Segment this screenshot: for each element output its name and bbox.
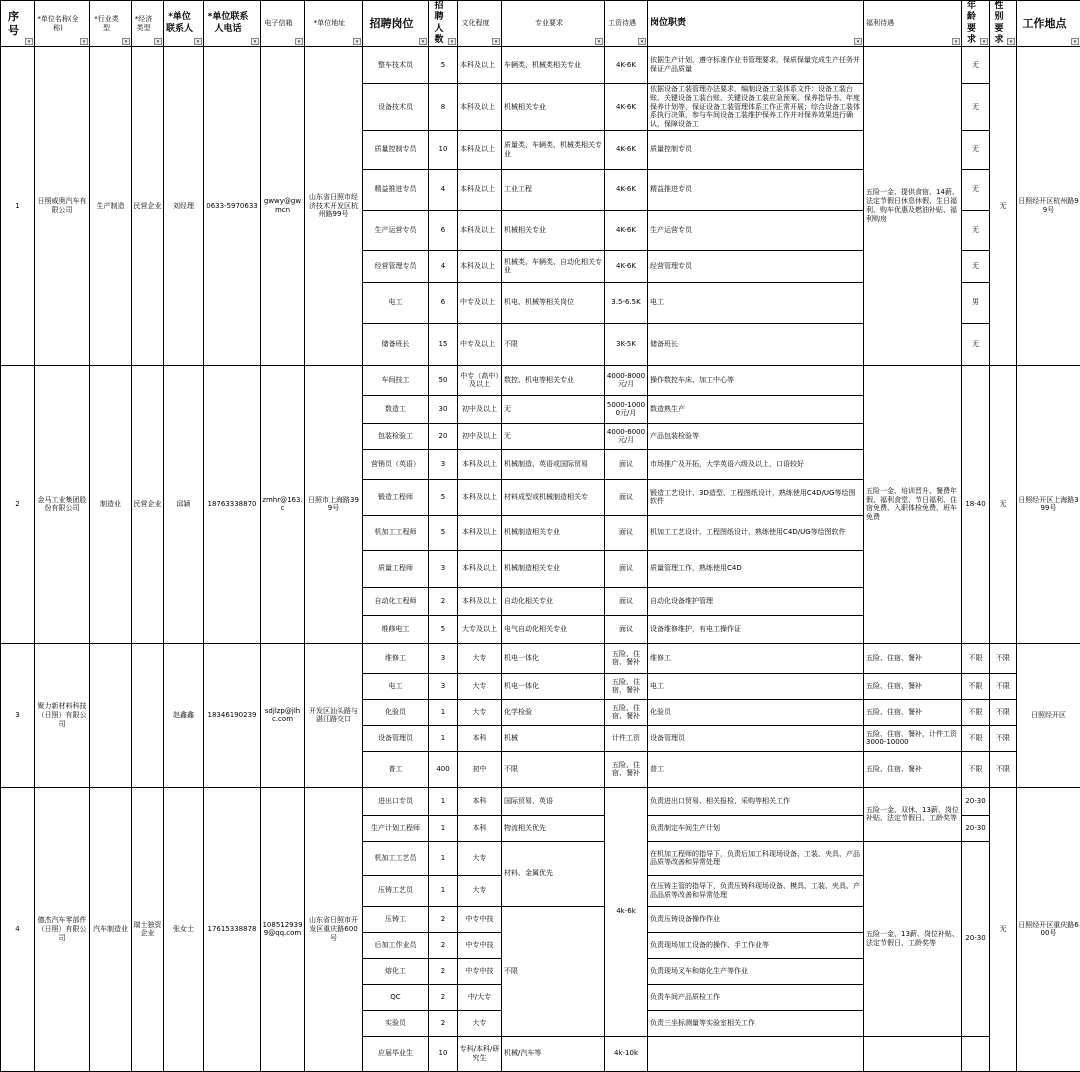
filter-dropdown-icon: ▾ — [1071, 38, 1079, 45]
cell-address: 山东省日照市经济技术开发区杭州路99号 — [305, 47, 363, 366]
cell-duty: 依据生产计划，遵守标准作业书管理要求，保质保量完成生产任务并保证产品质量 — [648, 47, 864, 84]
cell-welfare: 五险、住宿、餐补 — [864, 699, 962, 725]
cell-phone: 17615338878 — [204, 787, 261, 1071]
cell-position: 营销员（英语） — [363, 449, 429, 479]
filter-dropdown-icon: ▾ — [1007, 38, 1015, 45]
cell-salary: 五险、住宿、餐补 — [605, 699, 648, 725]
cell-age: 无 — [962, 323, 990, 365]
cell-education: 本科及以上 — [458, 250, 502, 282]
cell-major: 质量类、车辆类、机械类相关专业 — [502, 130, 605, 169]
filter-dropdown-icon: ▾ — [154, 38, 162, 45]
cell-gender: 无 — [990, 365, 1017, 643]
cell-duty: 负责制定车间生产计划 — [648, 815, 864, 841]
table-row — [1, 643, 1080, 673]
filter-dropdown-icon: ▾ — [595, 38, 603, 45]
cell-position: 数造工 — [363, 395, 429, 423]
cell-salary: 五险、住宿、餐补 — [605, 751, 648, 787]
cell-major: 物流相关优先 — [502, 815, 605, 841]
cell-age: 无 — [962, 250, 990, 282]
cell-industry: 汽车制造业 — [90, 787, 132, 1071]
cell-salary: 5000-10000元/月 — [605, 395, 648, 423]
cell-count: 1 — [429, 787, 458, 815]
cell-education: 本科及以上 — [458, 449, 502, 479]
filter-dropdown-icon: ▾ — [353, 38, 361, 45]
col-position[interactable]: 招聘岗位 ▾ — [363, 1, 429, 47]
cell-salary: 4000-6000元/月 — [605, 423, 648, 449]
cell-contact: 邱颖 — [164, 365, 204, 643]
cell-salary: 面议 — [605, 515, 648, 550]
cell-count: 1 — [429, 725, 458, 751]
table-row — [1, 365, 1080, 395]
cell-gender: 无 — [990, 787, 1017, 1071]
cell-salary: 4000-8000元/月 — [605, 365, 648, 395]
cell-education: 本科 — [458, 815, 502, 841]
cell-count: 3 — [429, 643, 458, 673]
col-age[interactable]: 年龄要求 ▾ — [962, 1, 990, 47]
cell-age: 无 — [962, 210, 990, 250]
cell-duty: 储备班长 — [648, 323, 864, 365]
cell-count: 2 — [429, 932, 458, 958]
cell-position: 设备管理员 — [363, 725, 429, 751]
cell-duty — [648, 1036, 864, 1071]
cell-count: 20 — [429, 423, 458, 449]
cell-duty: 操作数控车床、加工中心等 — [648, 365, 864, 395]
cell-position: QC — [363, 984, 429, 1010]
cell-contact: 刘经理 — [164, 47, 204, 366]
cell-education: 中专（高中）及以上 — [458, 365, 502, 395]
cell-count: 5 — [429, 479, 458, 515]
cell-gender: 不限 — [990, 699, 1017, 725]
cell-education: 中专及以上 — [458, 282, 502, 323]
cell-salary: 4K-6K — [605, 47, 648, 84]
cell-major: 国际贸易、英语 — [502, 787, 605, 815]
cell-major: 材料成型或机械制造相关专 — [502, 479, 605, 515]
cell-major: 机械制造相关专业 — [502, 550, 605, 587]
cell-age: 不限 — [962, 673, 990, 699]
cell-duty: 生产运营专员 — [648, 210, 864, 250]
cell-education: 初中 — [458, 751, 502, 787]
cell-education: 大专及以上 — [458, 615, 502, 643]
cell-position: 进出口专员 — [363, 787, 429, 815]
cell-count: 6 — [429, 210, 458, 250]
filter-dropdown-icon: ▾ — [419, 38, 427, 45]
cell-position: 自动化工程师 — [363, 587, 429, 615]
cell-age: 无 — [962, 84, 990, 131]
col-major[interactable]: 专业要求 ▾ — [502, 1, 605, 47]
cell-major: 机械相关专业 — [502, 84, 605, 131]
cell-duty: 维修工 — [648, 643, 864, 673]
cell-major: 自动化相关专业 — [502, 587, 605, 615]
cell-position: 压铸工 — [363, 906, 429, 932]
cell-location: 日照经开区 — [1017, 643, 1080, 787]
cell-email: zmhr@163.c — [261, 365, 305, 643]
cell-position: 经营管理专员 — [363, 250, 429, 282]
cell-welfare: 五险一金、培训晋升、餐费年假、福利食堂、节日福利、住宿免费、入职体检免费、班车免费 — [864, 365, 962, 643]
col-gender[interactable]: 性别要求 ▾ — [990, 1, 1017, 47]
cell-count: 5 — [429, 615, 458, 643]
cell-age: 无 — [962, 130, 990, 169]
cell-salary: 4k-6k — [605, 787, 648, 1036]
cell-contact: 张女士 — [164, 787, 204, 1071]
cell-position: 生产计划工程师 — [363, 815, 429, 841]
col-contact[interactable]: *单位联系人 ▾ — [164, 1, 204, 47]
cell-education: 本科 — [458, 725, 502, 751]
cell-duty: 电工 — [648, 673, 864, 699]
cell-major: 不限 — [502, 906, 605, 1036]
cell-welfare: 五险、住宿、餐补 — [864, 751, 962, 787]
cell-major: 机电一体化 — [502, 673, 605, 699]
cell-duty: 质量控制专员 — [648, 130, 864, 169]
cell-welfare: 五险、住宿、餐补 — [864, 673, 962, 699]
cell-salary: 4k-10k — [605, 1036, 648, 1071]
cell-education: 中专中技 — [458, 958, 502, 984]
cell-position: 生产运营专员 — [363, 210, 429, 250]
cell-position: 电工 — [363, 282, 429, 323]
cell-major: 机械制造、英语或国际贸易 — [502, 449, 605, 479]
cell-major: 化学检验 — [502, 699, 605, 725]
cell-salary: 面议 — [605, 587, 648, 615]
cell-age: 20-30 — [962, 815, 990, 841]
cell-econ — [132, 643, 164, 787]
cell-education: 本科及以上 — [458, 515, 502, 550]
cell-education: 大专 — [458, 673, 502, 699]
cell-company: 德杰汽车零部件（日照）有限公司 — [35, 787, 90, 1071]
cell-count: 4 — [429, 250, 458, 282]
col-education[interactable]: 文化程度 ▾ — [458, 1, 502, 47]
cell-major: 车辆类、机械类相关专业 — [502, 47, 605, 84]
cell-education: 本科及以上 — [458, 210, 502, 250]
cell-company: 金马工业集团股份有限公司 — [35, 365, 90, 643]
cell-salary: 4K-6K — [605, 169, 648, 210]
cell-position: 维修工 — [363, 643, 429, 673]
filter-dropdown-icon: ▾ — [952, 38, 960, 45]
cell-position: 车间技工 — [363, 365, 429, 395]
cell-duty: 负责车间产品质检工作 — [648, 984, 864, 1010]
cell-salary: 五险、住宿、餐补 — [605, 673, 648, 699]
cell-age: 无 — [962, 47, 990, 84]
cell-education: 本科及以上 — [458, 47, 502, 84]
cell-salary: 4K-6K — [605, 210, 648, 250]
cell-position: 储备班长 — [363, 323, 429, 365]
cell-count: 30 — [429, 395, 458, 423]
cell-education: 中专中技 — [458, 932, 502, 958]
cell-count: 2 — [429, 958, 458, 984]
col-email[interactable]: 电子信箱 ▾ — [261, 1, 305, 47]
cell-position: 普工 — [363, 751, 429, 787]
cell-duty: 电工 — [648, 282, 864, 323]
cell-duty: 自动化设备维护管理 — [648, 587, 864, 615]
col-salary[interactable]: 工资待遇 ▾ — [605, 1, 648, 47]
cell-position: 机加工工艺员 — [363, 841, 429, 875]
cell-salary: 面议 — [605, 479, 648, 515]
cell-age: 不限 — [962, 725, 990, 751]
cell-education: 大专 — [458, 1010, 502, 1036]
cell-welfare — [864, 1036, 962, 1071]
cell-count: 10 — [429, 1036, 458, 1071]
cell-position: 压铸工艺员 — [363, 875, 429, 906]
cell-position: 实验员 — [363, 1010, 429, 1036]
cell-major: 不限 — [502, 751, 605, 787]
cell-duty: 市场推广及开拓，大学英语六级及以上，口语较好 — [648, 449, 864, 479]
cell-education: 大专 — [458, 875, 502, 906]
cell-duty: 精益推进专员 — [648, 169, 864, 210]
cell-gender: 无 — [990, 47, 1017, 366]
cell-salary: 4K-6K — [605, 130, 648, 169]
cell-count: 2 — [429, 1010, 458, 1036]
cell-count: 3 — [429, 449, 458, 479]
cell-major: 材料、金属优先 — [502, 841, 605, 906]
col-duty[interactable]: 岗位职责 ▾ — [648, 1, 864, 47]
col-industry[interactable]: *行业类型 ▾ — [90, 1, 132, 47]
cell-major: 机电一体化 — [502, 643, 605, 673]
cell-welfare: 五险一金、提供食宿、14薪、法定节假日休息休假、生日福利、购车优惠及燃油补贴、福利购房 — [864, 47, 962, 366]
col-company[interactable]: *单位名称(全称) ▾ — [35, 1, 90, 47]
cell-major: 机械/汽车等 — [502, 1036, 605, 1071]
cell-duty: 产品包装检验等 — [648, 423, 864, 449]
cell-contact: 赵鑫鑫 — [164, 643, 204, 787]
cell-welfare: 五险一金、13薪、岗位补贴、法定节假日、工龄奖等 — [864, 841, 962, 1036]
filter-dropdown-icon: ▾ — [194, 38, 202, 45]
cell-email: sdjlzp@jlhc.com — [261, 643, 305, 787]
cell-duty: 在压铸主管的指导下，负责压铸科现场设备、模具、工装、夹具、产品品质等改善和异常处理 — [648, 875, 864, 906]
cell-major: 机械 — [502, 725, 605, 751]
cell-duty: 设备管理员 — [648, 725, 864, 751]
cell-major: 无 — [502, 423, 605, 449]
cell-major: 工业工程 — [502, 169, 605, 210]
filter-dropdown-icon: ▾ — [980, 38, 988, 45]
filter-dropdown-icon: ▾ — [25, 38, 33, 45]
cell-position: 质量工程师 — [363, 550, 429, 587]
filter-dropdown-icon: ▾ — [295, 38, 303, 45]
filter-dropdown-icon: ▾ — [854, 38, 862, 45]
table-row — [1, 47, 1080, 84]
cell-major: 数控、机电等相关专业 — [502, 365, 605, 395]
cell-major: 无 — [502, 395, 605, 423]
cell-education: 本科及以上 — [458, 550, 502, 587]
cell-company: 聚力新材料科技（日照）有限公司 — [35, 643, 90, 787]
col-address[interactable]: *单位地址 ▾ — [305, 1, 363, 47]
cell-position: 设备技术员 — [363, 84, 429, 131]
cell-duty: 设备维修维护，有电工操作证 — [648, 615, 864, 643]
filter-dropdown-icon: ▾ — [638, 38, 646, 45]
cell-education: 中专及以上 — [458, 323, 502, 365]
col-welfare[interactable]: 福利待遇 ▾ — [864, 1, 962, 47]
cell-count: 8 — [429, 84, 458, 131]
cell-industry: 生产制造 — [90, 47, 132, 366]
cell-email: 1085129399@qq.com — [261, 787, 305, 1071]
cell-econ: 民营企业 — [132, 365, 164, 643]
col-econ[interactable]: *经济类型 ▾ — [132, 1, 164, 47]
filter-dropdown-icon: ▾ — [251, 38, 259, 45]
cell-education: 专科/本科/研究生 — [458, 1036, 502, 1071]
cell-major: 不限 — [502, 323, 605, 365]
cell-gender: 不限 — [990, 725, 1017, 751]
cell-position: 后加工作业员 — [363, 932, 429, 958]
cell-no: 1 — [1, 47, 35, 366]
cell-education: 本科 — [458, 787, 502, 815]
cell-age: 18-40 — [962, 365, 990, 643]
cell-position: 锻造工程师 — [363, 479, 429, 515]
cell-salary: 4K-6K — [605, 250, 648, 282]
cell-count: 2 — [429, 587, 458, 615]
cell-salary: 3.5-6.5K — [605, 282, 648, 323]
cell-location: 日照经开区重庆路600号 — [1017, 787, 1080, 1071]
cell-duty: 锻造工艺设计、3D造型、工程图纸设计，熟练使用C4D/UG等绘图软件 — [648, 479, 864, 515]
cell-count: 3 — [429, 673, 458, 699]
cell-duty: 在机加工程师的指导下，负责后加工科现场设备、工装、夹具、产品品质等改善和异常处理 — [648, 841, 864, 875]
cell-welfare: 五险、住宿、餐补 — [864, 643, 962, 673]
cell-age: 不限 — [962, 699, 990, 725]
cell-phone: 18346190239 — [204, 643, 261, 787]
cell-education: 中专中技 — [458, 906, 502, 932]
cell-position: 精益推进专员 — [363, 169, 429, 210]
cell-count: 1 — [429, 875, 458, 906]
cell-education: 本科及以上 — [458, 169, 502, 210]
cell-age — [962, 1036, 990, 1071]
cell-location: 日照经开区杭州路99号 — [1017, 47, 1080, 366]
cell-age: 20-30 — [962, 841, 990, 1036]
cell-econ: 瑞士独资企业 — [132, 787, 164, 1071]
cell-education: 本科及以上 — [458, 130, 502, 169]
cell-salary: 计件工资 — [605, 725, 648, 751]
header-row — [1, 1, 1080, 47]
cell-phone: 0633-5970633 — [204, 47, 261, 366]
cell-duty: 负责压铸设备操作作业 — [648, 906, 864, 932]
cell-duty: 依据设备工装管理办法要求，编制设备工装体系文件：设备工装台账、关键设备工装台账、关键设备工装应急预案、保养指导书、年度保养计划等，保证设备工装管理体系工作正常开展；综合设备工装体系执行决策，参与车间设备工装维护保养工作并对保养效果进行确认，保障设备工 — [648, 84, 864, 131]
cell-count: 400 — [429, 751, 458, 787]
cell-econ: 民营企业 — [132, 47, 164, 366]
cell-industry: 制造业 — [90, 365, 132, 643]
cell-duty: 负责进出口贸易、相关报检、采购等相关工作 — [648, 787, 864, 815]
cell-welfare: 五险一金、双休、13薪、岗位补贴、法定节假日、工龄奖等 — [864, 787, 962, 841]
cell-no: 2 — [1, 365, 35, 643]
cell-position: 机加工工程师 — [363, 515, 429, 550]
cell-salary: 五险、住宿、餐补 — [605, 643, 648, 673]
cell-education: 本科及以上 — [458, 587, 502, 615]
cell-count: 15 — [429, 323, 458, 365]
cell-address: 山东省日照市开发区重庆路600号 — [305, 787, 363, 1071]
cell-age: 无 — [962, 169, 990, 210]
cell-position: 熔化工 — [363, 958, 429, 984]
cell-position: 维修电工 — [363, 615, 429, 643]
cell-education: 本科及以上 — [458, 479, 502, 515]
cell-count: 50 — [429, 365, 458, 395]
cell-position: 化验员 — [363, 699, 429, 725]
cell-education: 大专 — [458, 841, 502, 875]
filter-dropdown-icon: ▾ — [448, 38, 456, 45]
cell-position: 应届毕业生 — [363, 1036, 429, 1071]
cell-phone: 18763338870 — [204, 365, 261, 643]
cell-major: 机电、机械等相关岗位 — [502, 282, 605, 323]
cell-duty: 普工 — [648, 751, 864, 787]
cell-count: 1 — [429, 815, 458, 841]
cell-gender: 不限 — [990, 643, 1017, 673]
cell-salary: 面议 — [605, 449, 648, 479]
cell-duty: 负责现场加工设备的操作、手工作业等 — [648, 932, 864, 958]
col-location[interactable]: 工作地点 ▾ — [1017, 1, 1080, 47]
cell-count: 2 — [429, 906, 458, 932]
cell-duty: 机加工工艺设计、工程图纸设计，熟练使用C4D/UG等绘图软件 — [648, 515, 864, 550]
cell-count: 5 — [429, 515, 458, 550]
cell-age: 20-30 — [962, 787, 990, 815]
filter-dropdown-icon: ▾ — [80, 38, 88, 45]
cell-education: 大专 — [458, 643, 502, 673]
cell-position: 包装检验工 — [363, 423, 429, 449]
cell-education: 初中及以上 — [458, 395, 502, 423]
filter-dropdown-icon: ▾ — [122, 38, 130, 45]
cell-company: 日照威奥汽车有限公司 — [35, 47, 90, 366]
cell-major: 电气自动化相关专业 — [502, 615, 605, 643]
filter-dropdown-icon: ▾ — [492, 38, 500, 45]
col-no[interactable]: 序号 ▾ — [1, 1, 35, 47]
cell-education: 中/大专 — [458, 984, 502, 1010]
col-count[interactable]: 招聘人数 ▾ — [429, 1, 458, 47]
cell-major: 机械相关专业 — [502, 210, 605, 250]
cell-age: 男 — [962, 282, 990, 323]
cell-count: 1 — [429, 841, 458, 875]
cell-salary: 面议 — [605, 615, 648, 643]
cell-position: 整车技术员 — [363, 47, 429, 84]
cell-count: 10 — [429, 130, 458, 169]
cell-gender: 不限 — [990, 673, 1017, 699]
cell-duty: 负责三坐标测量等实验室相关工作 — [648, 1010, 864, 1036]
cell-salary: 4K-6K — [605, 84, 648, 131]
col-phone[interactable]: *单位联系人电话 ▾ — [204, 1, 261, 47]
cell-duty: 数造熟生产 — [648, 395, 864, 423]
cell-welfare: 五险、住宿、餐补，计件工资3000-10000 — [864, 725, 962, 751]
cell-address: 日照市上海路399号 — [305, 365, 363, 643]
cell-no: 4 — [1, 787, 35, 1071]
cell-age: 不限 — [962, 643, 990, 673]
cell-position: 电工 — [363, 673, 429, 699]
cell-major: 机械制造相关专业 — [502, 515, 605, 550]
cell-email: gwwy@gwmcn — [261, 47, 305, 366]
cell-duty: 经营管理专员 — [648, 250, 864, 282]
cell-education: 本科及以上 — [458, 84, 502, 131]
cell-salary: 3K-5K — [605, 323, 648, 365]
cell-industry — [90, 643, 132, 787]
cell-count: 4 — [429, 169, 458, 210]
cell-age: 不限 — [962, 751, 990, 787]
cell-count: 6 — [429, 282, 458, 323]
cell-duty: 化验员 — [648, 699, 864, 725]
table-row — [1, 787, 1080, 815]
cell-count: 2 — [429, 984, 458, 1010]
cell-major: 机械类、车辆类、自动化相关专业 — [502, 250, 605, 282]
cell-gender: 不限 — [990, 751, 1017, 787]
cell-salary: 面议 — [605, 550, 648, 587]
cell-duty: 负责现场叉车和熔化生产等作业 — [648, 958, 864, 984]
cell-address: 开发区汕头路与湛江路交口 — [305, 643, 363, 787]
cell-no: 3 — [1, 643, 35, 787]
cell-count: 3 — [429, 550, 458, 587]
cell-count: 1 — [429, 699, 458, 725]
cell-duty: 质量管理工作，熟练使用C4D — [648, 550, 864, 587]
cell-location: 日照经开区上海路399号 — [1017, 365, 1080, 643]
cell-position: 质量控制专员 — [363, 130, 429, 169]
cell-count: 5 — [429, 47, 458, 84]
cell-education: 初中及以上 — [458, 423, 502, 449]
cell-education: 大专 — [458, 699, 502, 725]
